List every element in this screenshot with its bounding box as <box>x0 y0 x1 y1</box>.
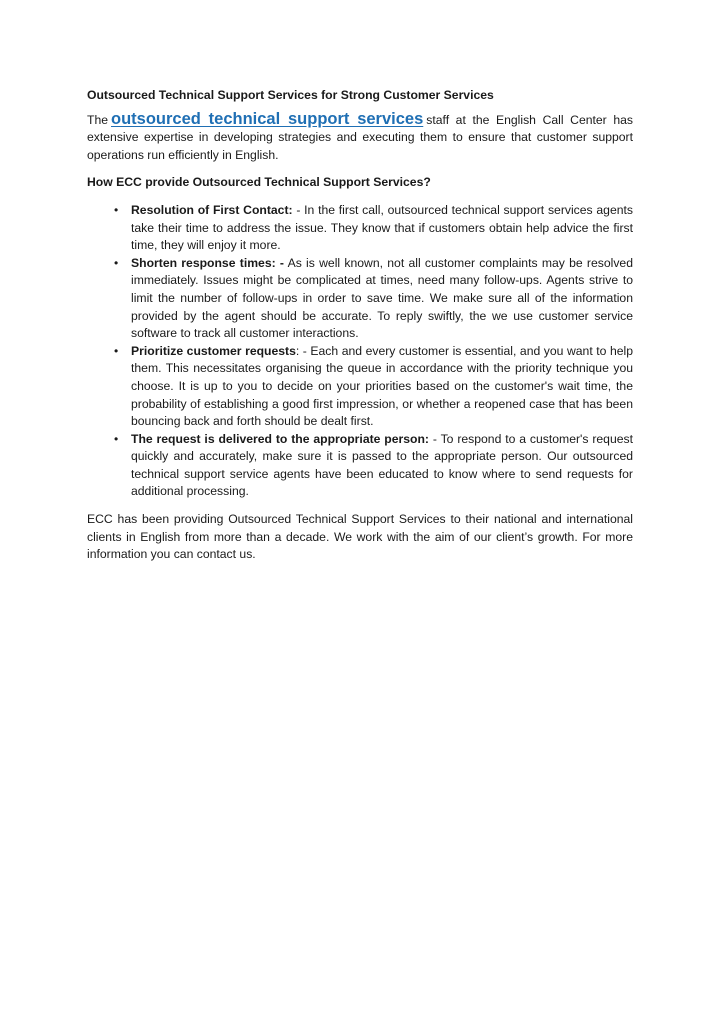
bullet-item-appropriate-person <box>87 431 633 501</box>
bullet-text: : - Each and every customer is essential, and you want to help them. This necessitates organising the queue in accordance with the priority technique you choose. It is up to you to decide on your priorities based on the customer's wait time, the probability of establishing a good first impression, or whether a reopened case that has been bouncing back and forth should be dealt first. <box>131 343 633 429</box>
bullet-term: Shorten response times: - <box>131 255 284 270</box>
document-title: Outsourced Technical Support Services for Strong Customer Services <box>87 88 494 102</box>
bullet-text: As is well known, not all customer complaints may be resolved immediately. Issues might be complicated at times, need many follow-ups. Agents strive to limit the number of follow-ups in order to save time. We make sure all of the information provided by the agent should be accurate. To reply swiftly, the we use customer service software to track all customer interactions. <box>131 255 633 341</box>
bullet-item-response-times <box>87 255 633 343</box>
intro-suffix: staff at the English Call Center has extensive expertise in developing strategies and executing them to ensure that customer support operations run efficiently in English. <box>87 112 633 162</box>
services-bullet-list <box>87 202 633 501</box>
section-heading: How ECC provide Outsourced Technical Support Services? <box>87 175 431 190</box>
intro-prefix: The <box>87 112 109 127</box>
document-body <box>87 87 633 564</box>
bullet-icon: • <box>114 202 119 217</box>
bullet-item-prioritize-requests <box>87 343 633 431</box>
bullet-icon: • <box>114 343 119 358</box>
closing-paragraph: ECC has been providing Outsourced Technical Support Services to their national and international clients in English from more than a decade. We work with the aim of our client’s growth. For more information you can contact us. <box>87 512 633 562</box>
outsourced-services-link[interactable]: outsourced technical support services <box>111 109 424 128</box>
bullet-term: Prioritize customer requests <box>131 343 296 358</box>
bullet-text: - In the first call, outsourced technical support services agents take their time to address the issue. They know that if customers obtain help advice the first time, they will enjoy it more. <box>131 202 633 253</box>
bullet-term: Resolution of First Contact: <box>131 202 293 217</box>
bullet-icon: • <box>114 255 119 270</box>
bullet-term: The request is delivered to the appropriate person: <box>131 431 429 446</box>
bullet-text: - To respond to a customer's request quickly and accurately, make sure it is passed to the appropriate person. Our outsourced technical support service agents have been educated to know where to send requests for additional processing. <box>131 431 633 499</box>
bullet-item-first-contact <box>87 202 633 255</box>
bullet-icon: • <box>114 431 119 446</box>
intro-paragraph <box>87 111 633 165</box>
